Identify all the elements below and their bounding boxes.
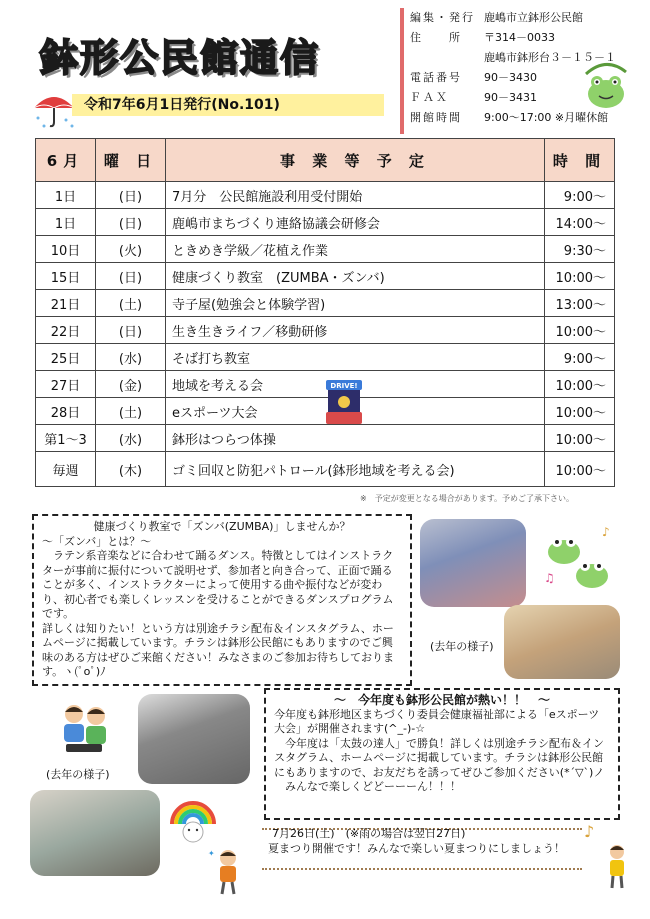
table-row	[36, 182, 615, 209]
cell-date: 25日	[36, 344, 96, 371]
zumba-subtitle: ～「ズンバ」とは？～	[42, 534, 152, 548]
cell-date: 28日	[36, 398, 96, 425]
cell-event: 鹿嶋市まちづくり連絡協議会研修会	[166, 209, 545, 236]
header-time: 時 間	[545, 139, 615, 182]
cell-day: (日)	[96, 182, 166, 209]
zumba-invitation: 詳しくは知りたい！という方は別途チラシ配布＆インスタグラム、ホームページに掲載しています。チラシは鉢形公民館にもありますのでご興味のある方はぜひご来館ください！みなさまのご参加お待ちしております。ヽ(ﾟoﾟ)ﾉ	[42, 621, 394, 678]
summer-festival	[268, 826, 598, 856]
header-month: 6月	[36, 139, 96, 182]
info-label: 開館時間	[410, 111, 462, 124]
cell-day: (日)	[96, 209, 166, 236]
info-row	[410, 28, 636, 48]
info-value: 90－3430	[484, 71, 537, 84]
child-icon	[602, 842, 632, 890]
table-row	[36, 425, 615, 452]
cell-day: (水)	[96, 425, 166, 452]
cell-event: 地域を考える会	[166, 371, 545, 398]
schedule-table	[35, 138, 615, 487]
svg-text:✦: ✦	[208, 849, 215, 858]
cell-date: 22日	[36, 317, 96, 344]
info-label: 電話番号	[410, 71, 462, 84]
cell-date: 1日	[36, 182, 96, 209]
svg-text:♫: ♫	[544, 571, 555, 585]
cell-date: 1日	[36, 209, 96, 236]
cell-event: ときめき学級／花植え作業	[166, 236, 545, 263]
cell-day: (水)	[96, 344, 166, 371]
esports-description: 今年度は「太鼓の達人」で勝負！詳しくは別途チラシ配布＆インスタグラム、ホームページに掲載しています。チラシは鉢形公民館にもありますので、お友だちを誘ってぜひご参加ください(*´▽`)ノ	[274, 736, 605, 779]
zumba-photo	[420, 519, 526, 607]
cell-time: 9:00～	[545, 344, 615, 371]
table-row	[36, 290, 615, 317]
info-label	[410, 48, 484, 68]
cell-event: そば打ち教室	[166, 344, 545, 371]
cell-day: (金)	[96, 371, 166, 398]
cell-date: 15日	[36, 263, 96, 290]
cell-event: 7月分 公民館施設利用受付開始	[166, 182, 545, 209]
cell-date: 21日	[36, 290, 96, 317]
table-header-row	[36, 139, 615, 182]
cell-event: 寺子屋(勉強会と体験学習)	[166, 290, 545, 317]
cell-event: ゴミ回収と防犯パトロール(鉢形地域を考える会)	[166, 452, 545, 487]
info-label: 住 所	[410, 31, 462, 44]
frog-icon	[580, 60, 632, 110]
cell-date: 27日	[36, 371, 96, 398]
rainbow-icon	[166, 794, 220, 848]
cell-day: (日)	[96, 317, 166, 344]
cell-time: 10:00～	[545, 398, 615, 425]
table-row	[36, 452, 615, 487]
cell-day: (火)	[96, 236, 166, 263]
zumba-photo	[504, 605, 620, 679]
cell-time: 10:00～	[545, 425, 615, 452]
esports-photo-caption: (去年の様子)	[46, 768, 110, 781]
info-row	[410, 8, 636, 28]
header-event: 事 業 等 予 定	[166, 139, 545, 182]
table-row	[36, 263, 615, 290]
divider	[262, 868, 582, 872]
issue-date: 令和7年6月1日発行(No.101)	[72, 94, 384, 116]
cell-day: (土)	[96, 290, 166, 317]
header-day: 曜 日	[96, 139, 166, 182]
summer-message: 夏まつり開催です！みんなで楽しい夏まつりにしましょう！	[268, 842, 565, 855]
newsletter-title: 鉢形公民館通信	[40, 36, 321, 80]
umbrella-icon	[30, 86, 78, 130]
info-row	[410, 108, 636, 128]
cell-time: 10:00～	[545, 317, 615, 344]
cell-time: 10:00～	[545, 263, 615, 290]
cell-event: 生き生きライフ／移動研修	[166, 317, 545, 344]
cell-time: 14:00～	[545, 209, 615, 236]
child-icon	[208, 846, 248, 896]
info-value: 9:00～17:00 ※月曜休館	[484, 111, 609, 124]
info-label: 編集・発行	[410, 11, 475, 24]
music-note-icon: ♪	[584, 822, 595, 841]
cell-time: 10:00～	[545, 452, 615, 487]
zumba-photo-caption: (去年の様子)	[430, 640, 494, 653]
cell-event: 鉢形はつらつ体操	[166, 425, 545, 452]
esports-game-icon	[322, 378, 366, 426]
info-value: 〒314－0033	[484, 31, 555, 44]
esports-closing: みんなで楽しくどどーーーん！！！	[274, 780, 461, 793]
cell-date: 第1～3	[36, 425, 96, 452]
info-value: 鹿嶋市立鉢形公民館	[484, 11, 583, 24]
esports-photo	[138, 694, 250, 784]
zumba-section	[32, 514, 412, 686]
esports-announcement: 今年度も鉢形地区まちづくり委員会健康福祉部による「eスポーツ大会」が開催されます(^_-)-☆	[274, 707, 600, 735]
svg-text:♪: ♪	[602, 525, 610, 539]
drive-label: DRIVE!	[330, 382, 358, 390]
cell-day: (土)	[96, 398, 166, 425]
cell-day: (日)	[96, 263, 166, 290]
cell-time: 10:00～	[545, 371, 615, 398]
cell-date: 毎週	[36, 452, 96, 487]
cell-event: eスポーツ大会	[166, 398, 545, 425]
zumba-description: ラテン系音楽などに合わせて踊るダンス。特徴としてはインストラクターが事前に振付について説明せず、参加者と向き合って、正面で踊ることが多く、インストラクターによって使用する曲や振付などが変わり、初心者でも楽しくレッスンを受けることができるダンスプログラムです。	[42, 549, 394, 620]
cell-day: (木)	[96, 452, 166, 487]
cell-date: 10日	[36, 236, 96, 263]
esports-title: ～ 今年度も鉢形公民館が熱い！！ ～	[333, 693, 550, 707]
kids-gaming-icon	[56, 700, 112, 756]
table-row	[36, 344, 615, 371]
esports-photo	[30, 790, 160, 876]
table-row	[36, 209, 615, 236]
info-label: ＦＡＸ	[410, 91, 449, 104]
cell-time: 13:00～	[545, 290, 615, 317]
dancing-frogs-icon	[540, 522, 616, 592]
cell-time: 9:30～	[545, 236, 615, 263]
table-row	[36, 236, 615, 263]
summer-date: 7月26日(土) (※雨の場合は翌日27日)	[272, 827, 466, 840]
table-row	[36, 317, 615, 344]
info-value: 90－3431	[484, 91, 537, 104]
info-value: 鹿嶋市鉢形台３－１５－１	[484, 51, 616, 64]
zumba-title: 健康づくり教室で「ズンバ(ZUMBA)」しませんか？	[93, 520, 351, 533]
esports-section	[264, 688, 620, 820]
cell-event: 健康づくり教室 (ZUMBA・ズンバ)	[166, 263, 545, 290]
cell-time: 9:00～	[545, 182, 615, 209]
schedule-note: ※ 予定が変更となる場合があります。予めご了承下さい。	[360, 494, 575, 503]
